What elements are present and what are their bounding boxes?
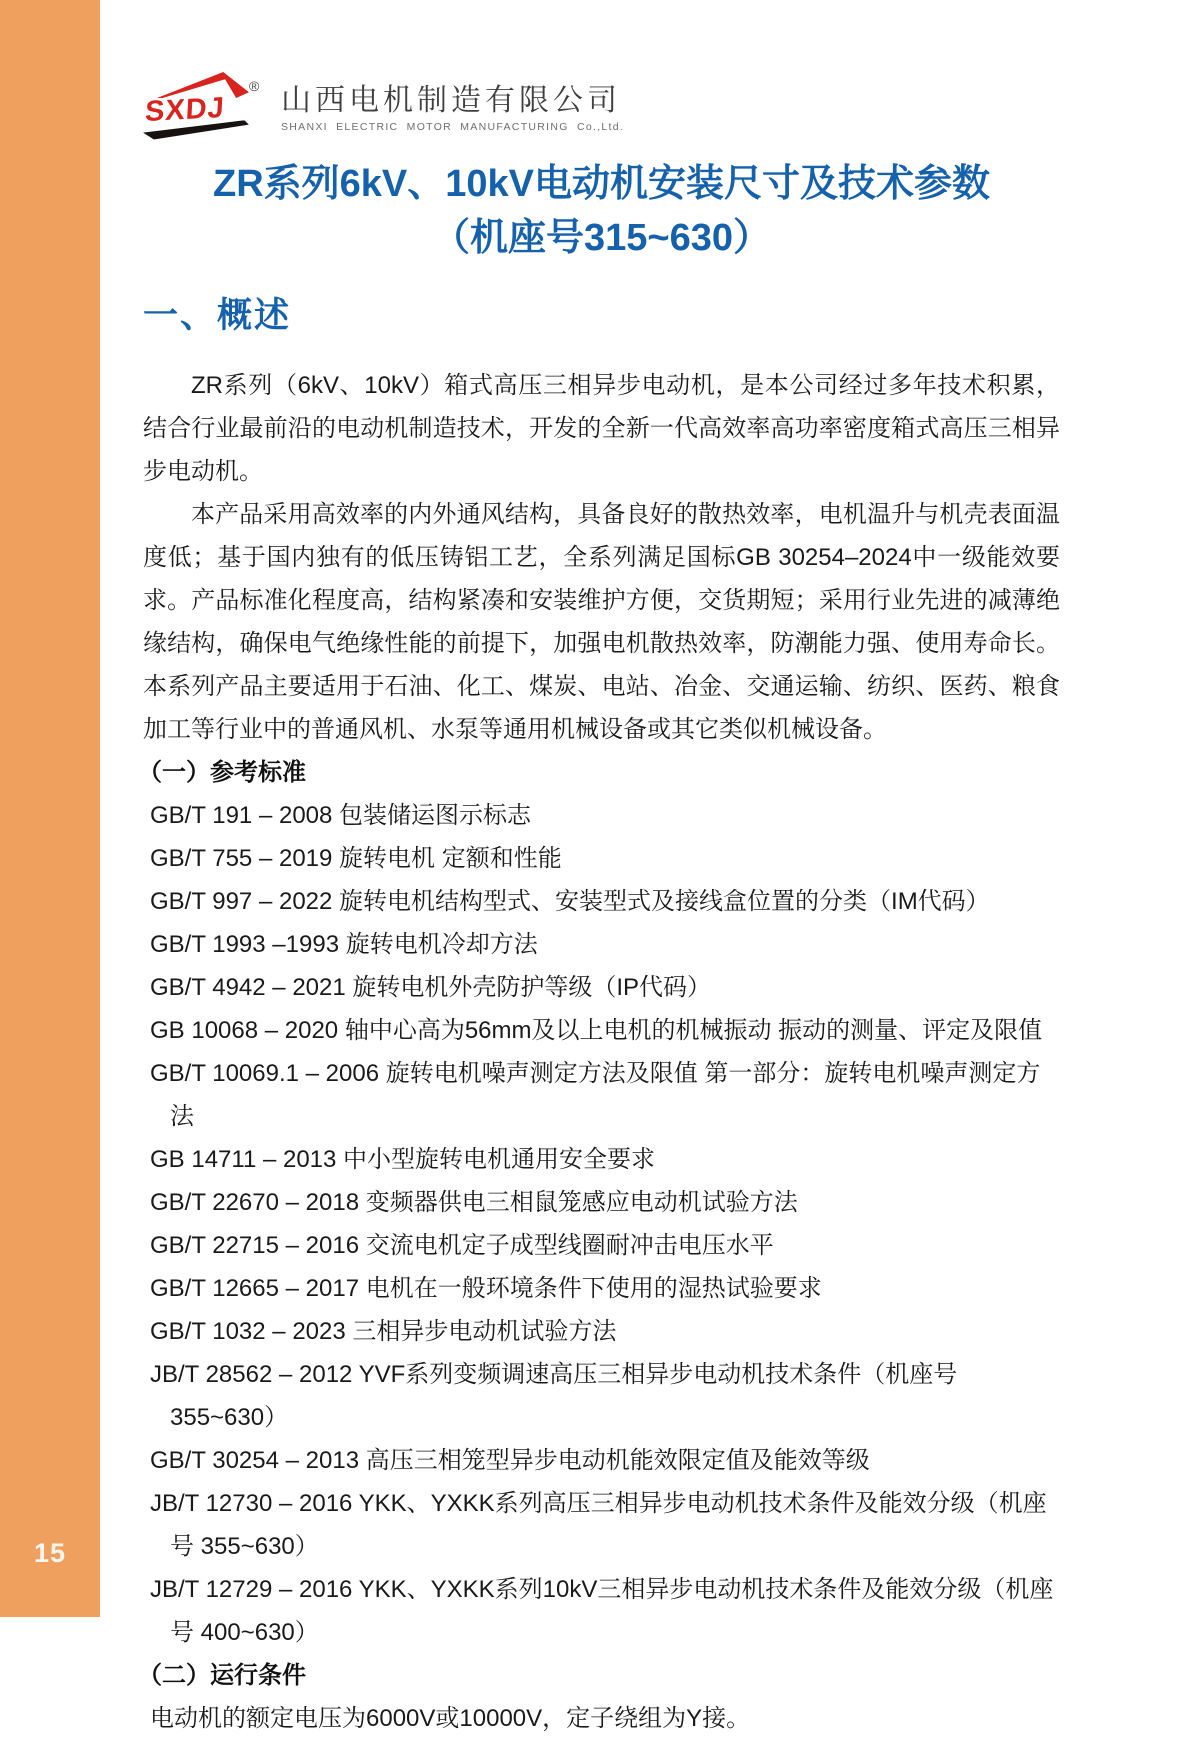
- standard-item: GB 14711 – 2013 中小型旋转电机通用安全要求: [150, 1145, 656, 1173]
- logo-letters: SXDJ: [144, 91, 226, 129]
- company-name-en: SHANXI ELECTRIC MOTOR MANUFACTURING Co.,Ltd.: [281, 121, 625, 133]
- page-number: 15: [33, 1538, 67, 1568]
- standard-item: GB/T 1032 – 2023 三相异步电动机试验方法: [150, 1317, 617, 1345]
- company-logo: [143, 70, 1060, 138]
- standard-item: GB/T 12665 – 2017 电机在一般环境条件下使用的湿热试验要求: [150, 1274, 822, 1302]
- standard-item: JB/T 12730 – 2016 YKK、YXKK系列高压三相异步电动机技术条件及能效分级（机座号 355~630）: [150, 1489, 1047, 1560]
- standard-item: GB/T 30254 – 2013 高压三相笼型异步电动机能效限定值及能效等级: [150, 1446, 870, 1474]
- subheading-operating-conditions: （二）运行条件: [138, 1661, 306, 1689]
- overview-paragraph-2: 本产品采用高效率的内外通风结构，具备良好的散热效率，电机温升与机壳表面温度低；基于国内独有的低压铸铝工艺，全系列满足国标GB 30254–2024中一级能效要求。产品标准化程度高，结构紧凑和安装维护方便，交货期短；采用行业先进的减薄绝缘结构，确保电气绝缘性能的前提下，加强电机散热效率，防潮能力强、使用寿命长。本系列产品主要适用于石油、化工、煤炭、电站、冶金、交通运输、纺织、医药、粮食加工等行业中的普通风机、水泵等通用机械设备或其它类似机械设备。: [143, 500, 1060, 743]
- operating-conditions-text: 电动机的额定电压为6000V或10000V，定子绕组为Y接。: [150, 1704, 751, 1732]
- document-title-line1: ZR系列6kV、10kV电动机安装尺寸及技术参数: [212, 163, 991, 205]
- standard-item: GB/T 755 – 2019 旋转电机 定额和性能: [150, 844, 562, 872]
- standard-item: GB/T 10069.1 – 2006 旋转电机噪声测定方法及限值 第一部分：旋转电机噪声测定方法: [150, 1059, 1041, 1130]
- document-page: [100, 0, 1200, 1740]
- standard-item: GB/T 997 – 2022 旋转电机结构型式、安装型式及接线盒位置的分类（IM代码）: [150, 887, 990, 915]
- company-name-block: [281, 70, 624, 133]
- document-title: [143, 158, 1060, 266]
- section-heading-overview: 一、概述: [143, 295, 292, 335]
- standard-item: JB/T 12729 – 2016 YKK、YXKK系列10kV三相异步电动机技术条件及能效分级（机座号 400~630）: [150, 1575, 1054, 1646]
- company-name-cn: 山西电机制造有限公司: [281, 84, 621, 117]
- subheading-reference-standards: （一）参考标准: [138, 758, 306, 786]
- standard-item: GB/T 22670 – 2018 变频器供电三相鼠笼感应电动机试验方法: [150, 1188, 798, 1216]
- standard-item: GB 10068 – 2020 轴中心高为56mm及以上电机的机械振动 振动的测量、评定及限值: [150, 1016, 1043, 1044]
- standard-item: GB/T 191 – 2008 包装储运图示标志: [150, 801, 532, 829]
- page-margin-strip: [0, 0, 100, 1617]
- standards-list: [150, 794, 1060, 1654]
- standard-item: JB/T 28562 – 2012 YVF系列变频调速高压三相异步电动机技术条件（机座号355~630）: [150, 1360, 958, 1431]
- company-logo-mark: [143, 70, 261, 138]
- standard-item: GB/T 4942 – 2021 旋转电机外壳防护等级（IP代码）: [150, 973, 712, 1001]
- overview-paragraph-1: ZR系列（6kV、10kV）箱式高压三相异步电动机，是本公司经过多年技术积累，结合行业最前沿的电动机制造技术，开发的全新一代高效率高功率密度箱式高压三相异步电动机。: [143, 371, 1060, 485]
- registered-trademark-icon: ®: [249, 78, 260, 94]
- standard-item: GB/T 1993 –1993 旋转电机冷却方法: [150, 930, 538, 958]
- standard-item: GB/T 22715 – 2016 交流电机定子成型线圈耐冲击电压水平: [150, 1231, 774, 1259]
- document-title-line2: （机座号315~630）: [432, 216, 771, 259]
